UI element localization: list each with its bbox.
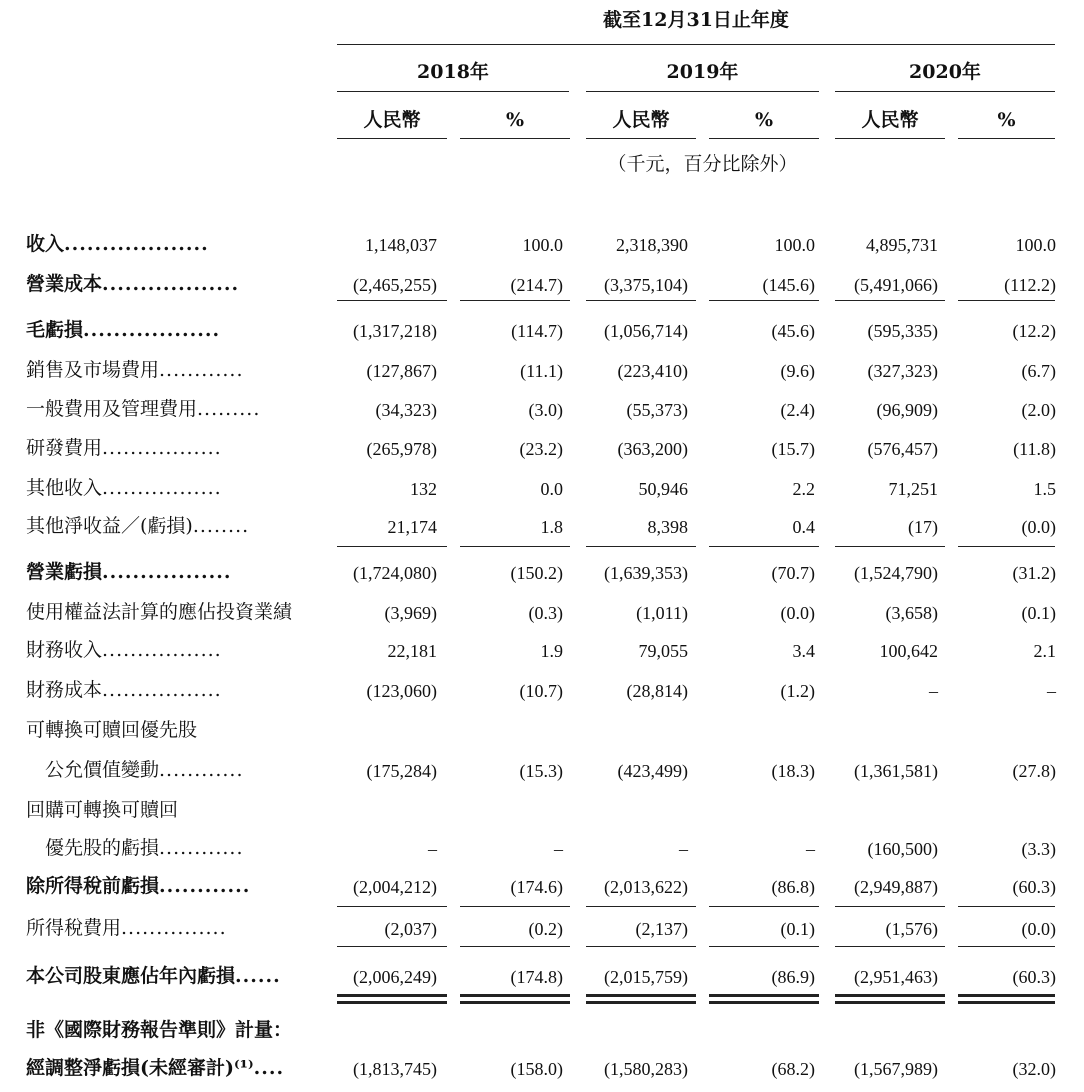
cell-rmb-2018: (1,724,080) — [353, 563, 437, 583]
row-label — [26, 916, 227, 940]
cell-rmb-2018: (265,978) — [366, 439, 437, 459]
subheader-rule — [337, 138, 447, 139]
cell-pct-2020: (12.2) — [1012, 321, 1056, 341]
row-label — [26, 476, 222, 500]
cell-rmb-2020: (96,909) — [876, 400, 938, 420]
cell-rmb-2020: (2,949,887) — [854, 877, 938, 897]
cell-rmb-2020: (327,323) — [867, 361, 938, 381]
cell-pct-2018: (23.2) — [519, 439, 563, 459]
row-label-text: 銷售及市場費用 — [26, 359, 160, 381]
cell-pct-2018: 1.8 — [540, 517, 563, 537]
cell-rmb-2019: (363,200) — [617, 439, 688, 459]
year-2019-header: 2019年 — [666, 61, 739, 83]
total-double-rule — [337, 1001, 447, 1004]
subtotal-rule — [709, 546, 819, 547]
subtotal-rule — [586, 300, 696, 301]
cell-rmb-2018: 21,174 — [387, 517, 437, 537]
leader-dots: ......... — [197, 398, 261, 420]
row-label-text: 使用權益法計算的應佔投資業績 — [26, 601, 293, 623]
row-label — [26, 836, 244, 860]
subtotal-rule — [958, 300, 1055, 301]
cell-pct-2018: 100.0 — [522, 235, 563, 255]
subtotal-rule — [337, 546, 447, 547]
cell-pct-2020: (0.0) — [1021, 517, 1056, 537]
subheader-rule — [709, 138, 819, 139]
cell-pct-2018: (150.2) — [510, 563, 563, 583]
cell-pct-2020: (11.8) — [1013, 439, 1056, 459]
year-2018-header: 2018年 — [417, 61, 489, 83]
row-label — [26, 514, 249, 538]
row-label — [26, 798, 178, 822]
cell-rmb-2018: (175,284) — [366, 761, 437, 781]
subtotal-rule — [586, 906, 696, 907]
cell-pct-2020: (60.3) — [1012, 967, 1056, 987]
cell-rmb-2019: (1,580,283) — [604, 1059, 688, 1079]
row-label-text: 研發費用 — [26, 437, 103, 459]
year-2020-header: 2020年 — [909, 61, 981, 83]
cell-pct-2018: (10.7) — [519, 681, 563, 701]
cell-rmb-2018: 22,181 — [387, 641, 437, 661]
row-label — [26, 272, 239, 296]
percent-header-2018: % — [505, 109, 525, 131]
cell-rmb-2019: – — [679, 839, 688, 859]
row-label — [26, 638, 222, 662]
cell-rmb-2019: (423,499) — [617, 761, 688, 781]
total-double-rule — [835, 1001, 945, 1004]
leader-dots: ................. — [102, 639, 222, 661]
subtotal-rule — [460, 946, 570, 947]
cell-pct-2018: 0.0 — [540, 479, 563, 499]
total-double-rule — [586, 994, 696, 997]
cell-rmb-2018: (3,969) — [384, 603, 437, 623]
row-label-text: 一般費用及管理費用 — [26, 398, 198, 420]
cell-rmb-2020: (3,658) — [885, 603, 938, 623]
cell-rmb-2019: (2,013,622) — [604, 877, 688, 897]
cell-pct-2019: (86.9) — [771, 967, 815, 987]
cell-pct-2019: – — [806, 839, 815, 859]
row-label — [26, 718, 197, 742]
cell-rmb-2020: – — [929, 681, 938, 701]
subtotal-rule — [460, 906, 570, 907]
total-double-rule — [709, 1001, 819, 1004]
cell-rmb-2020: (1,524,790) — [854, 563, 938, 583]
row-label-text: 收入 — [26, 233, 65, 255]
row-label — [26, 600, 292, 624]
currency-header-2019: 人民幣 — [612, 109, 670, 131]
cell-rmb-2020: 71,251 — [888, 479, 938, 499]
cell-rmb-2018: 132 — [410, 479, 437, 499]
leader-dots: ............ — [159, 359, 244, 381]
row-label-text: 財務收入 — [26, 639, 103, 661]
cell-pct-2019: (0.0) — [780, 603, 815, 623]
subtotal-rule — [958, 906, 1055, 907]
cell-pct-2018: (114.7) — [511, 321, 563, 341]
cell-rmb-2019: (28,814) — [626, 681, 688, 701]
cell-pct-2019: (145.6) — [762, 275, 815, 295]
cell-rmb-2020: (2,951,463) — [854, 967, 938, 987]
cell-pct-2020: (27.8) — [1012, 761, 1056, 781]
row-label-text: 本公司股東應佔年內虧損 — [26, 965, 236, 987]
row-label-text: 營業虧損 — [26, 561, 103, 583]
header-rule — [337, 44, 1055, 45]
total-double-rule — [586, 1001, 696, 1004]
cell-pct-2019: (45.6) — [771, 321, 815, 341]
row-label-text: 其他收入 — [26, 477, 103, 499]
row-label — [26, 964, 281, 988]
cell-rmb-2019: (223,410) — [617, 361, 688, 381]
cell-pct-2020: 1.5 — [1033, 479, 1056, 499]
leader-dots: ................. — [102, 477, 222, 499]
row-label — [26, 758, 244, 782]
cell-rmb-2020: (17) — [908, 517, 938, 537]
cell-pct-2019: (86.8) — [771, 877, 815, 897]
subheader-rule — [460, 138, 570, 139]
row-label-text: 回購可轉換可贖回 — [26, 799, 179, 821]
subheader-rule — [958, 138, 1055, 139]
subtotal-rule — [586, 946, 696, 947]
row-label-text: 非《國際財務報告準則》計量： — [26, 1019, 293, 1041]
leader-dots: ............ — [159, 875, 251, 897]
row-label-text: 可轉換可贖回優先股 — [26, 719, 198, 741]
total-double-rule — [460, 994, 570, 997]
leader-dots: ...... — [235, 965, 281, 987]
cell-rmb-2018: (2,006,249) — [353, 967, 437, 987]
cell-rmb-2020: (595,335) — [867, 321, 938, 341]
subheader-rule — [586, 138, 696, 139]
percent-header-2019: % — [754, 109, 774, 131]
cell-pct-2019: (18.3) — [771, 761, 815, 781]
cell-pct-2018: (174.6) — [510, 877, 563, 897]
subtotal-rule — [460, 546, 570, 547]
row-label-text: 優先股的虧損 — [26, 837, 160, 859]
row-label-text: 毛虧損 — [26, 319, 84, 341]
row-label-text: 公允價值變動 — [26, 759, 160, 781]
cell-pct-2020: (0.1) — [1021, 603, 1056, 623]
cell-rmb-2019: (1,011) — [636, 603, 688, 623]
cell-pct-2018: (214.7) — [510, 275, 563, 295]
subtotal-rule — [709, 300, 819, 301]
cell-pct-2018: (174.8) — [510, 967, 563, 987]
total-double-rule — [460, 1001, 570, 1004]
year-2020-rule — [835, 91, 1055, 92]
row-label-text: 所得稅費用 — [26, 917, 122, 939]
cell-pct-2020: (31.2) — [1012, 563, 1056, 583]
row-label-text: 財務成本 — [26, 679, 103, 701]
cell-pct-2019: (68.2) — [771, 1059, 815, 1079]
row-label — [26, 560, 231, 584]
cell-pct-2020: (32.0) — [1012, 1059, 1056, 1079]
total-double-rule — [958, 994, 1055, 997]
cell-rmb-2018: (34,323) — [375, 400, 437, 420]
total-double-rule — [337, 994, 447, 997]
period-header: 截至12月31日止年度 — [603, 9, 789, 31]
cell-rmb-2020: 100,642 — [879, 641, 938, 661]
row-label — [26, 1018, 292, 1042]
cell-rmb-2020: (5,491,066) — [854, 275, 938, 295]
cell-rmb-2020: (160,500) — [867, 839, 938, 859]
cell-rmb-2018: – — [428, 839, 437, 859]
cell-pct-2018: 1.9 — [540, 641, 563, 661]
cell-rmb-2019: 50,946 — [638, 479, 688, 499]
leader-dots: ................. — [102, 561, 232, 583]
subheader-rule — [835, 138, 945, 139]
row-label — [26, 232, 209, 256]
subtotal-rule — [337, 300, 447, 301]
subtotal-rule — [337, 906, 447, 907]
cell-pct-2020: (6.7) — [1021, 361, 1056, 381]
cell-rmb-2019: (1,056,714) — [604, 321, 688, 341]
cell-rmb-2019: (55,373) — [626, 400, 688, 420]
leader-dots: ............ — [159, 837, 244, 859]
subtotal-rule — [586, 546, 696, 547]
cell-pct-2020: (2.0) — [1021, 400, 1056, 420]
cell-pct-2018: – — [554, 839, 563, 859]
cell-rmb-2019: 79,055 — [638, 641, 688, 661]
cell-rmb-2019: (3,375,104) — [604, 275, 688, 295]
cell-rmb-2019: (1,639,353) — [604, 563, 688, 583]
cell-rmb-2019: (2,015,759) — [604, 967, 688, 987]
cell-rmb-2018: (2,037) — [384, 919, 437, 939]
cell-rmb-2019: 8,398 — [647, 517, 688, 537]
total-double-rule — [958, 1001, 1055, 1004]
cell-rmb-2018: 1,148,037 — [365, 235, 437, 255]
cell-pct-2019: 100.0 — [774, 235, 815, 255]
cell-rmb-2018: (2,465,255) — [353, 275, 437, 295]
row-label — [26, 874, 250, 898]
row-label — [26, 1056, 284, 1080]
row-label — [26, 318, 220, 342]
cell-pct-2019: (9.6) — [780, 361, 815, 381]
cell-rmb-2020: (1,576) — [885, 919, 938, 939]
cell-pct-2020: (0.0) — [1021, 919, 1056, 939]
cell-rmb-2020: 4,895,731 — [866, 235, 938, 255]
total-double-rule — [835, 994, 945, 997]
leader-dots: ................. — [102, 437, 222, 459]
leader-dots: ........ — [192, 515, 250, 537]
row-label — [26, 436, 222, 460]
cell-rmb-2019: (2,137) — [635, 919, 688, 939]
leader-dots: .... — [253, 1057, 285, 1079]
subtotal-rule — [835, 906, 945, 907]
percent-header-2020: % — [997, 109, 1016, 131]
cell-rmb-2018: (1,317,218) — [353, 321, 437, 341]
leader-dots: ............ — [159, 759, 244, 781]
cell-pct-2019: (0.1) — [780, 919, 815, 939]
cell-pct-2020: 100.0 — [1015, 235, 1056, 255]
cell-pct-2018: (11.1) — [520, 361, 563, 381]
cell-pct-2019: (70.7) — [771, 563, 815, 583]
cell-pct-2020: (60.3) — [1012, 877, 1056, 897]
cell-pct-2019: 3.4 — [792, 641, 815, 661]
row-label-text: 營業成本 — [26, 273, 103, 295]
cell-pct-2018: (0.2) — [528, 919, 563, 939]
cell-pct-2019: (15.7) — [771, 439, 815, 459]
leader-dots: ................. — [102, 679, 222, 701]
currency-header-2018: 人民幣 — [363, 109, 421, 131]
cell-pct-2020: (112.2) — [1004, 275, 1056, 295]
subtotal-rule — [835, 300, 945, 301]
cell-pct-2018: (158.0) — [510, 1059, 563, 1079]
subtotal-rule — [835, 546, 945, 547]
row-label — [26, 358, 244, 382]
subtotal-rule — [958, 546, 1055, 547]
year-2018-rule — [337, 91, 569, 92]
cell-pct-2020: 2.1 — [1033, 641, 1056, 661]
row-label-text: 其他淨收益／(虧損) — [26, 515, 193, 537]
year-2019-rule — [586, 91, 819, 92]
leader-dots: .................. — [83, 319, 221, 341]
cell-pct-2019: (1.2) — [780, 681, 815, 701]
subtotal-rule — [460, 300, 570, 301]
cell-pct-2018: (0.3) — [528, 603, 563, 623]
cell-rmb-2019: 2,318,390 — [616, 235, 688, 255]
cell-pct-2018: (3.0) — [528, 400, 563, 420]
subtotal-rule — [709, 946, 819, 947]
cell-rmb-2018: (1,813,745) — [353, 1059, 437, 1079]
cell-rmb-2018: (123,060) — [366, 681, 437, 701]
subtotal-rule — [958, 946, 1055, 947]
leader-dots: .................. — [102, 273, 240, 295]
cell-rmb-2020: (1,567,989) — [854, 1059, 938, 1079]
cell-pct-2020: (3.3) — [1021, 839, 1056, 859]
cell-pct-2020: – — [1047, 681, 1056, 701]
cell-rmb-2020: (1,361,581) — [854, 761, 938, 781]
cell-pct-2019: (2.4) — [780, 400, 815, 420]
row-label — [26, 678, 222, 702]
cell-rmb-2020: (576,457) — [867, 439, 938, 459]
leader-dots: ................... — [64, 233, 209, 255]
total-double-rule — [709, 994, 819, 997]
unit-note: （千元，百分比除外） — [607, 153, 798, 175]
cell-pct-2019: 2.2 — [792, 479, 815, 499]
subtotal-rule — [709, 906, 819, 907]
row-label-text: 除所得稅前虧損 — [26, 875, 160, 897]
cell-rmb-2018: (127,867) — [366, 361, 437, 381]
currency-header-2020: 人民幣 — [861, 109, 919, 131]
cell-pct-2018: (15.3) — [519, 761, 563, 781]
subtotal-rule — [835, 946, 945, 947]
cell-rmb-2018: (2,004,212) — [353, 877, 437, 897]
row-label — [26, 397, 260, 421]
subtotal-rule — [337, 946, 447, 947]
row-label-text: 經調整淨虧損(未經審計)⁽¹⁾ — [26, 1057, 254, 1079]
cell-pct-2019: 0.4 — [792, 517, 815, 537]
leader-dots: ............... — [121, 917, 227, 939]
